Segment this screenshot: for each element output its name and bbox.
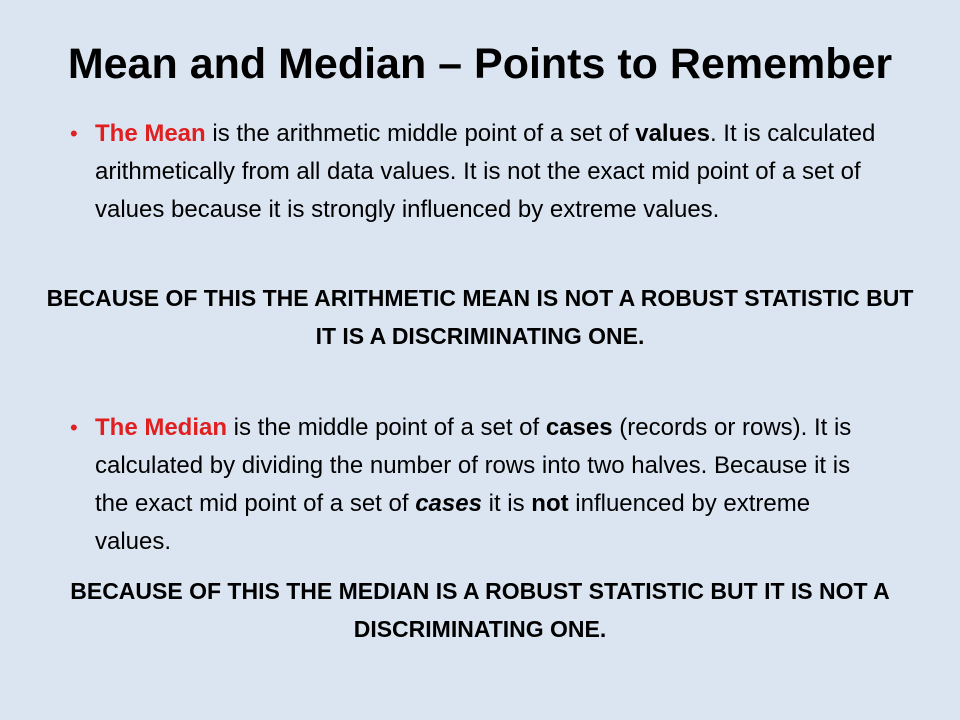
median-conclusion: BECAUSE OF THIS THE MEDIAN IS A ROBUST STATISTIC BUT IT IS NOT A DISCRIMINATING ONE. [70,578,890,642]
median-term: The Median [95,414,228,441]
mean-term: The Mean [95,120,206,147]
median-text-part-2: (records or rows). It is calculated by dividing the number of rows into two halves. Because it is the exact mid point of a set of [95,414,852,517]
slide-title: Mean and Median – Points to Remember [67,40,893,88]
median-not-bold: not [531,490,569,517]
mean-text [95,115,890,229]
median-text-part-3: it is [481,490,532,517]
mean-text-part-1: is the arithmetic middle point of a set of [205,120,636,147]
mean-conclusion: BECAUSE OF THIS THE ARITHMETIC MEAN IS NOT A ROBUST STATISTIC BUT IT IS A DISCRIMINATING ONE. [46,285,914,349]
median-cases-bold: cases [545,414,613,441]
mean-text-part-2: . It is calculated arithmetically from all data values. It is not the exact mid point of a set of values because it is strongly influenced by extreme values. [95,120,876,223]
median-cases-bold-italic: cases [415,490,482,517]
median-text [95,409,890,561]
bullet-dot-icon: • [70,121,78,146]
mean-values-bold: values [635,120,710,147]
median-text-part-1: is the middle point of a set of [227,414,546,441]
median-text-part-4: influenced by extreme values. [95,490,811,555]
bullet-dot-icon: • [70,415,78,440]
